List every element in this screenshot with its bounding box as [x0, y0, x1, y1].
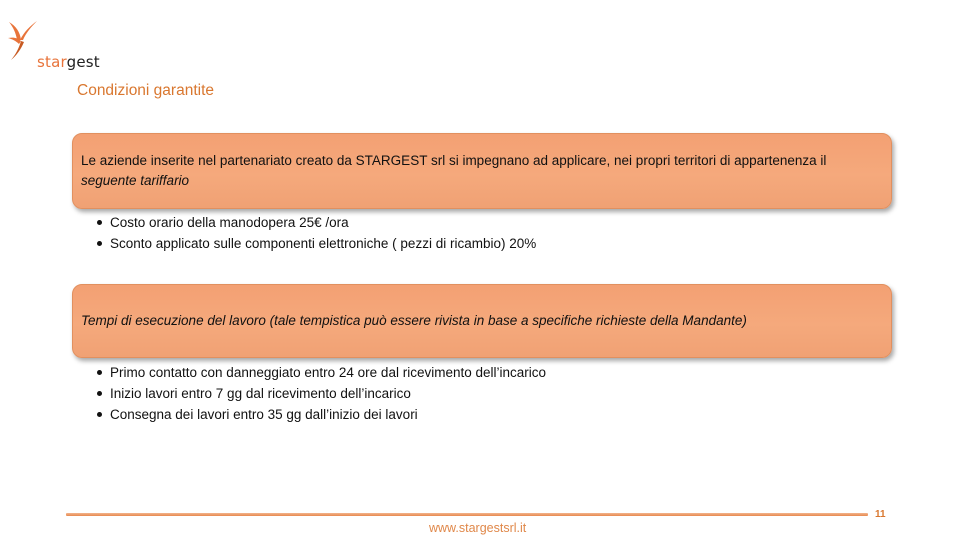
list-item: Inizio lavori entro 7 gg dal ricevimento dell’incarico: [93, 383, 546, 404]
callout-tariff-italic: seguente tariffario: [81, 173, 190, 188]
footer-website-link[interactable]: www.stargestsrl.it: [429, 521, 527, 535]
list-item: Consegna dei lavori entro 35 gg dall’inizio dei lavori: [93, 404, 546, 425]
footer-divider: [66, 513, 868, 516]
stargest-logo: [6, 18, 116, 71]
callout-timing: [72, 284, 892, 358]
logo-wordmark: [37, 53, 100, 71]
page-title: Condizioni garantite: [77, 82, 215, 99]
tariff-list: [93, 212, 536, 254]
list-item: Primo contatto con danneggiato entro 24 ore dal ricevimento dell’incarico: [93, 362, 546, 383]
logo-wordmark-prefix: star: [37, 53, 67, 71]
page-number: 11: [875, 509, 886, 520]
callout-tariff: [72, 133, 892, 209]
list-item: Sconto applicato sulle componenti elettroniche ( pezzi di ricambio) 20%: [93, 233, 536, 254]
callout-tariff-text: [81, 151, 883, 191]
timing-list: [93, 362, 546, 425]
callout-tariff-main: Le aziende inserite nel partenariato creato da STARGEST srl si impegnano ad applicare, nei propri territori di appartenenza il: [81, 153, 827, 168]
logo-wordmark-suffix: gest: [66, 53, 100, 71]
list-item: Costo orario della manodopera 25€ /ora: [93, 212, 536, 233]
callout-timing-text: Tempi di esecuzione del lavoro (tale tempistica può essere rivista in base a specifiche richieste della Mandante): [81, 313, 747, 328]
